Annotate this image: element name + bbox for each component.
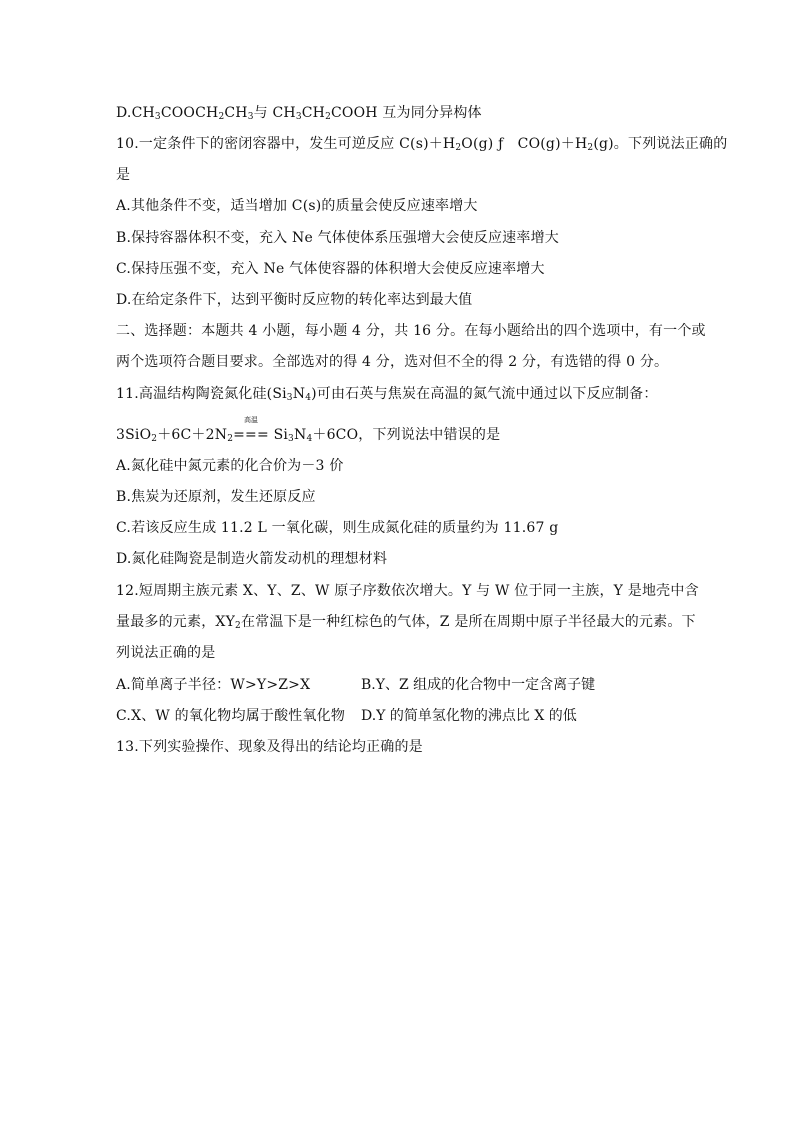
q9-option-d: $D.CH_3COOCH_2CH_3$与 $CH_3CH_2COOH$ 互为同分异构体 — [116, 105, 482, 122]
q12-option-c: C.X、W 的氧化物均属于酸性氧化物 — [116, 708, 346, 724]
q11-option-d: D.氮化硅陶瓷是制造火箭发动机的理想材料 — [116, 551, 388, 567]
q13-stem: 13.下列实验操作、现象及得出的结论均正确的是 — [116, 739, 423, 755]
q10-option-b: B.保持容器体积不变，充入 Ne 气体使体系压强增大会使反应速率增大 — [116, 230, 559, 246]
q10-option-a: A.其他条件不变，适当增加 C(s)的质量会使反应速率增大 — [116, 198, 478, 214]
q12-option-d: D.Y 的简单氢化物的沸点比 X 的低 — [361, 708, 577, 724]
section-2-instructions-line1: 二、选择题：本题共 4 小题，每小题 4 分，共 16 分。在每小题给出的四个选项中，有一个或 — [116, 323, 706, 339]
q12-option-b: B.Y、Z 组成的化合物中一定含离子键 — [361, 677, 596, 693]
q12-stem-line1: 12.短周期主族元素 X、Y、Z、W 原子序数依次增大。Y 与 W 位于同一主族，Y 是地壳中含 — [116, 583, 699, 599]
reaction-arrow: 高温 === — [233, 416, 269, 443]
q10-option-c: C.保持压强不变，充入 Ne 气体使容器的体积增大会使反应速率增大 — [116, 261, 545, 277]
q12-option-a: A.简单离子半径：W>Y>Z>X — [116, 677, 311, 693]
q10-option-d: D.在给定条件下，达到平衡时反应物的转化率达到最大值 — [116, 292, 473, 308]
reaction-condition: 高温 — [244, 416, 259, 424]
q11-option-c: C.若该反应生成 11.2 L 一氧化碳，则生成氮化硅的质量约为 11.67 g — [116, 520, 559, 536]
q12-stem-line2: 量最多的元素，$XY_2$在常温下是一种红棕色的气体，Z 是所在周期中原子半径最大的元素。下 — [116, 614, 696, 631]
q11-equation: $3SiO_2+6C+2N_2$ 高温 === $Si_3N_4+6CO$，下列说法中错误的是 — [116, 416, 501, 444]
q10-stem: 10.一定条件下的密闭容器中，发生可逆反应 $C(s)+H_2O(g)$ ƒ $CO(g)+H_2(g)$。下列说法正确的 — [116, 136, 728, 153]
q10-stem-continued: 是 — [116, 167, 131, 183]
q12-stem-line3: 列说法正确的是 — [116, 645, 216, 661]
section-2-instructions-line2: 两个选项符合题目要求。全部选对的得 4 分，选对但不全的得 2 分，有选错的得 0 分。 — [116, 354, 669, 370]
q11-option-a: A.氮化硅中氮元素的化合价为－3 价 — [116, 458, 344, 474]
q11-stem: 11.高温结构陶瓷氮化硅$(Si_3N_4)$可由石英与焦炭在高温的氮气流中通过以下反应制备： — [116, 386, 658, 403]
q11-option-b: B.焦炭为还原剂，发生还原反应 — [116, 489, 316, 505]
